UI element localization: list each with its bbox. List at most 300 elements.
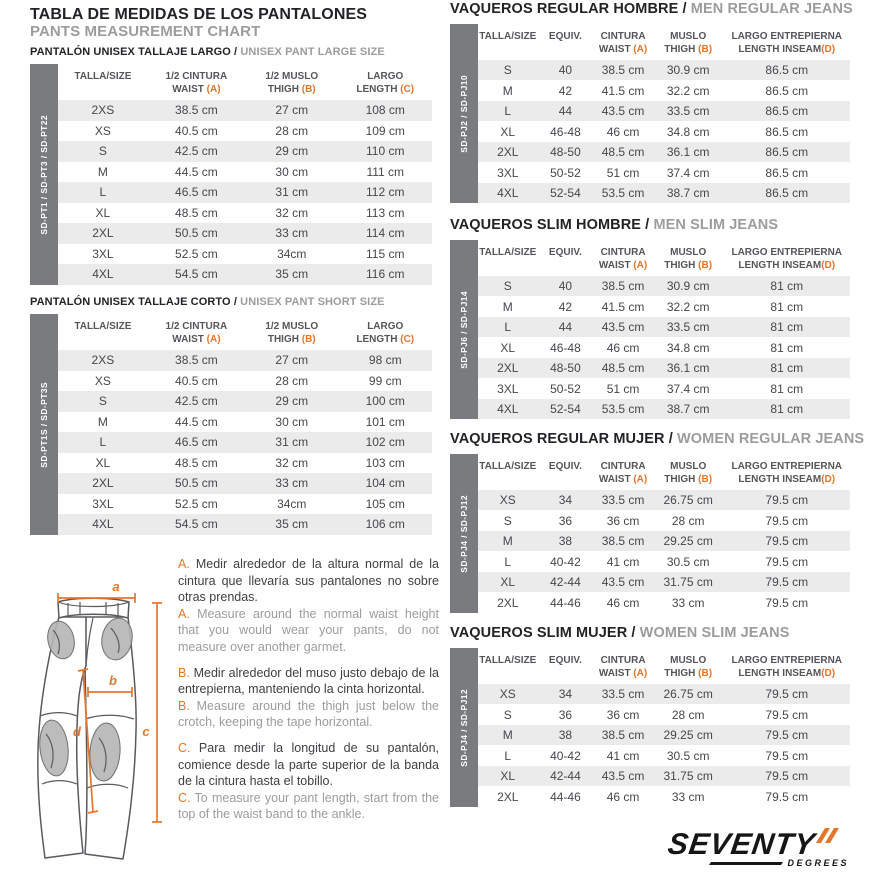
table-cell: 2XS: [91, 103, 115, 118]
table-cell: 36.1 cm: [666, 145, 710, 160]
table-cell: 32 cm: [275, 455, 309, 470]
column-header: 1/2 MUSLO THIGH (B): [265, 321, 319, 346]
table-cell: 4XL: [497, 402, 519, 417]
note-a-en: A. Measure around the normal waist height that you would wear your pants, do not measure over another garmet.: [178, 606, 439, 654]
table-row: [478, 358, 850, 379]
table-row: [478, 317, 850, 338]
table-row: [58, 162, 432, 183]
table-cell: 81 cm: [770, 299, 804, 314]
table-cell: 2XL: [497, 145, 519, 160]
note-a-es: A. Medir alrededor de la altura normal de la cintura que llevaría sus pantalones no sobre otras prendas.: [178, 557, 439, 605]
table-row: [58, 182, 432, 203]
table-side-bar: [450, 648, 478, 807]
table-cell: 29 cm: [275, 394, 309, 409]
table-cell: 46 cm: [606, 789, 640, 804]
note-marker: B.: [178, 698, 197, 713]
table-side-bar: [450, 240, 478, 420]
table-cell: 111 cm: [366, 164, 405, 179]
table-cell: 40.5 cm: [175, 123, 218, 138]
table-cell: 33 cm: [671, 789, 705, 804]
section-heading: VAQUEROS SLIM MUJER / WOMEN SLIM JEANS: [450, 625, 790, 641]
size-table: [478, 24, 850, 204]
table-header-row: [58, 64, 432, 100]
table-cell: 38.5 cm: [175, 103, 218, 118]
table-row: [58, 100, 432, 121]
table-cell: 34: [558, 493, 573, 508]
table-cell: 40.5 cm: [175, 373, 218, 388]
table-cell: 113 cm: [366, 205, 405, 220]
dim-label-d: d: [73, 724, 81, 739]
table-cell: 43.5 cm: [601, 320, 645, 335]
note-marker: B.: [178, 665, 194, 680]
table-cell: 81 cm: [770, 361, 804, 376]
table-cell: 48.5 cm: [175, 455, 218, 470]
table-cell: 41 cm: [606, 554, 640, 569]
table-row: [478, 296, 850, 317]
table-cell: 33 cm: [275, 226, 309, 241]
size-table-women-regular: [450, 454, 850, 613]
table-cell: XL: [500, 340, 516, 355]
table-cell: 30.9 cm: [666, 279, 710, 294]
logo-underline-bar: [709, 862, 783, 865]
section-women-regular-jeans: [450, 431, 865, 613]
table-cell: 38.7 cm: [666, 186, 710, 201]
logo-brand-row: [665, 828, 863, 861]
table-cell: 81 cm: [770, 279, 804, 294]
table-cell: 33.5 cm: [601, 687, 645, 702]
table-cell: 52-54: [550, 186, 581, 201]
table-cell: 32.2 cm: [666, 83, 710, 98]
table-cell: 103 cm: [365, 455, 405, 470]
table-cell: M: [502, 83, 513, 98]
table-row: [58, 350, 432, 371]
table-cell: 3XL: [92, 246, 114, 261]
table-cell: 81 cm: [770, 340, 804, 355]
table-cell: 53.5 cm: [601, 186, 645, 201]
table-cell: 52.5 cm: [175, 246, 218, 261]
column-header: EQUIV.: [548, 460, 582, 472]
table-cell: XL: [95, 205, 111, 220]
table-cell: 34cm: [277, 246, 307, 261]
table-header-row: [58, 314, 432, 350]
section-women-slim-jeans: [450, 626, 850, 807]
table-row: [58, 244, 432, 265]
table-cell: 44.5 cm: [175, 414, 218, 429]
table-cell: 44.5 cm: [175, 164, 218, 179]
section-heading: VAQUEROS REGULAR MUJER / WOMEN REGULAR JEANS: [450, 431, 865, 447]
size-table-men-slim: [450, 240, 850, 420]
table-cell: 79.5 cm: [765, 595, 809, 610]
note-marker: C.: [178, 740, 199, 755]
table-cell: 110 cm: [366, 144, 405, 159]
table-cell: 31 cm: [275, 435, 309, 450]
table-cell: 30 cm: [275, 414, 309, 429]
table-cell: 33.5 cm: [666, 320, 710, 335]
size-table: [478, 454, 850, 613]
section-heading: VAQUEROS REGULAR HOMBRE / MEN REGULAR JEANS: [450, 1, 853, 17]
table-side-bar: [450, 24, 478, 204]
table-row: [478, 490, 850, 511]
table-cell: 115 cm: [366, 246, 405, 261]
table-cell: 86.5 cm: [765, 124, 809, 139]
table-cell: 29 cm: [275, 144, 309, 159]
table-cell: 35 cm: [275, 517, 309, 532]
table-cell: 79.5 cm: [765, 575, 809, 590]
table-cell: 50-52: [550, 165, 581, 180]
table-cell: 43.5 cm: [601, 575, 645, 590]
table-cell: 38.5 cm: [601, 728, 645, 743]
section-unisex-pant-short: [30, 296, 432, 535]
page-title-en: PANTS MEASUREMENT CHART: [30, 22, 261, 40]
table-cell: 48.5 cm: [601, 145, 645, 160]
table-row: [478, 80, 850, 101]
table-cell: 48.5 cm: [175, 205, 218, 220]
table-row: [58, 514, 432, 535]
table-cell: 44-46: [550, 789, 581, 804]
table-cell: 36: [558, 707, 573, 722]
note-marker: C.: [178, 790, 195, 805]
table-cell: 27 cm: [275, 103, 309, 118]
table-cell: 86.5 cm: [765, 186, 809, 201]
table-cell: 40-42: [550, 748, 581, 763]
table-cell: 36.1 cm: [666, 361, 710, 376]
table-cell: 42: [558, 299, 573, 314]
table-cell: 81 cm: [770, 320, 804, 335]
table-cell: 28 cm: [275, 123, 309, 138]
table-cell: 41.5 cm: [601, 299, 645, 314]
table-cell: 40: [558, 279, 573, 294]
column-header: 1/2 CINTURA WAIST (A): [165, 321, 228, 346]
table-cell: 32 cm: [275, 205, 309, 220]
table-cell: 42-44: [550, 769, 581, 784]
table-row: [58, 473, 432, 494]
column-header: LARGO ENTREPIERNA LENGTH INSEAM(D): [731, 460, 843, 485]
table-cell: 81 cm: [770, 402, 804, 417]
note-c-en: C. To measure your pant length, start from the top of the waist band to the ankle.: [178, 790, 439, 822]
column-header: LARGO LENGTH (C): [356, 71, 415, 96]
table-cell: 79.5 cm: [765, 789, 809, 804]
table-side-label: SD-PJ4 / SD-PJ12: [459, 688, 469, 767]
table-row: [478, 684, 850, 705]
column-header: CINTURA WAIST (A): [598, 30, 648, 55]
table-row: [478, 399, 850, 420]
section-unisex-pant-large: [30, 46, 432, 285]
table-cell: 29.25 cm: [663, 534, 713, 549]
pants-diagram-drawing: [15, 556, 180, 868]
size-table: [58, 314, 432, 535]
table-cell: 37.4 cm: [666, 165, 710, 180]
table-cell: 38.5 cm: [601, 534, 645, 549]
table-row: [478, 183, 850, 204]
size-table-women-slim: [450, 648, 850, 807]
table-cell: 52-54: [550, 402, 581, 417]
table-cell: L: [99, 435, 107, 450]
table-cell: 79.5 cm: [765, 493, 809, 508]
table-cell: 116 cm: [366, 267, 405, 282]
dim-label-a: a: [112, 579, 120, 594]
note-marker: A.: [178, 606, 198, 621]
table-cell: L: [99, 185, 107, 200]
table-row: [58, 121, 432, 142]
table-cell: M: [97, 414, 108, 429]
table-cell: 48-50: [550, 145, 581, 160]
column-header: TALLA/SIZE: [479, 30, 537, 42]
table-row: [478, 337, 850, 358]
column-header: TALLA/SIZE: [479, 654, 537, 666]
table-cell: 38.5 cm: [601, 63, 645, 78]
logo-seventy-mark-icon: [816, 828, 840, 843]
table-cell: 4XL: [92, 517, 114, 532]
table-header-row: [478, 648, 850, 684]
table-cell: 86.5 cm: [765, 165, 809, 180]
column-header: 1/2 MUSLO THIGH (B): [265, 71, 319, 96]
table-cell: 2XL: [92, 226, 114, 241]
table-cell: M: [502, 299, 513, 314]
table-cell: 102 cm: [365, 435, 405, 450]
table-cell: 41 cm: [606, 748, 640, 763]
table-cell: 106 cm: [365, 517, 405, 532]
table-cell: 86.5 cm: [765, 145, 809, 160]
table-cell: 34.8 cm: [666, 124, 710, 139]
table-cell: L: [504, 320, 512, 335]
table-cell: 2XL: [92, 476, 114, 491]
table-cell: 34.8 cm: [666, 340, 710, 355]
table-side-bar: [30, 314, 58, 535]
table-cell: M: [502, 728, 513, 743]
table-cell: L: [504, 554, 512, 569]
table-cell: 28 cm: [275, 373, 309, 388]
table-cell: 53.5 cm: [601, 402, 645, 417]
table-cell: 26.75 cm: [663, 687, 713, 702]
column-header: TALLA/SIZE: [74, 321, 132, 333]
table-cell: 3XL: [497, 381, 519, 396]
table-cell: 105 cm: [365, 496, 405, 511]
table-cell: 38.7 cm: [666, 402, 710, 417]
table-row: [58, 412, 432, 433]
table-cell: 36: [558, 513, 573, 528]
table-row: [478, 510, 850, 531]
table-cell: S: [503, 279, 512, 294]
table-row: [478, 162, 850, 183]
table-cell: S: [503, 513, 512, 528]
page-title-es: TABLA DE MEDIDAS DE LOS PANTALONES: [30, 6, 368, 23]
table-cell: 43.5 cm: [601, 769, 645, 784]
table-cell: 51 cm: [606, 381, 640, 396]
table-cell: 46.5 cm: [175, 185, 218, 200]
table-header-row: [478, 240, 850, 276]
seventy-degrees-logo: [665, 828, 863, 872]
table-row: [478, 551, 850, 572]
table-cell: XS: [94, 123, 111, 138]
table-row: [58, 494, 432, 515]
column-header: LARGO ENTREPIERNA LENGTH INSEAM(D): [731, 654, 843, 679]
table-cell: M: [502, 534, 513, 549]
table-cell: L: [504, 748, 512, 763]
table-cell: 2XL: [497, 361, 519, 376]
table-header-row: [478, 454, 850, 490]
table-cell: 30 cm: [275, 164, 309, 179]
table-cell: 4XL: [497, 186, 519, 201]
table-cell: 101 cm: [365, 414, 405, 429]
table-cell: 38: [558, 728, 573, 743]
table-cell: 27 cm: [275, 353, 309, 368]
table-row: [58, 203, 432, 224]
table-cell: 51 cm: [606, 165, 640, 180]
table-cell: S: [503, 707, 512, 722]
table-cell: 44: [558, 320, 573, 335]
table-cell: XS: [499, 493, 516, 508]
note-b-en: B. Measure around the thigh just below the crotch, keeping the tape horizontal.: [178, 698, 439, 730]
column-header: MUSLO THIGH (B): [664, 246, 713, 271]
table-cell: 42.5 cm: [175, 394, 218, 409]
table-row: [58, 391, 432, 412]
table-cell: 100 cm: [365, 394, 405, 409]
logo-sub-text: DEGREES: [787, 858, 849, 868]
table-cell: 81 cm: [770, 381, 804, 396]
table-row: [58, 141, 432, 162]
table-row: [58, 453, 432, 474]
table-cell: 48-50: [550, 361, 581, 376]
table-cell: M: [97, 164, 108, 179]
table-row: [58, 371, 432, 392]
column-header: EQUIV.: [548, 30, 582, 42]
table-row: [58, 432, 432, 453]
table-cell: 30.5 cm: [666, 554, 710, 569]
table-side-label: SD-PT1 / SD-PT3 / SD-PT22: [39, 114, 49, 235]
table-row: [478, 745, 850, 766]
table-cell: 33 cm: [671, 595, 705, 610]
table-cell: 48.5 cm: [601, 361, 645, 376]
table-cell: 79.5 cm: [765, 707, 809, 722]
column-header: TALLA/SIZE: [74, 71, 132, 83]
table-side-label: SD-PJ6 / SD-PJ14: [459, 290, 469, 369]
table-cell: 79.5 cm: [765, 769, 809, 784]
measure-notes: [178, 556, 439, 832]
table-row: [58, 264, 432, 285]
table-cell: 40: [558, 63, 573, 78]
table-cell: 44-46: [550, 595, 581, 610]
table-cell: 33 cm: [275, 476, 309, 491]
note-c-es: C. Para medir la longitud de su pantalón, comience desde la parte superior de la banda de la cintura hasta el tobillo.: [178, 740, 439, 789]
table-side-label: SD-PJ2 / SD-PJ10: [459, 74, 469, 153]
section-heading: PANTALÓN UNISEX TALLAJE CORTO / UNISEX PANT SHORT SIZE: [30, 296, 385, 308]
table-cell: S: [98, 144, 107, 159]
table-cell: 40-42: [550, 554, 581, 569]
table-cell: 98 cm: [368, 353, 402, 368]
size-table-unisex-large: [30, 64, 432, 285]
table-cell: 42.5 cm: [175, 144, 218, 159]
table-cell: 42: [558, 83, 573, 98]
table-cell: 46-48: [550, 340, 581, 355]
column-header: EQUIV.: [548, 246, 582, 258]
table-side-label: SD-PT1S / SD-PT3S: [39, 381, 49, 468]
table-cell: 29.25 cm: [663, 728, 713, 743]
table-row: [478, 101, 850, 122]
table-cell: 36 cm: [606, 513, 640, 528]
column-header: 1/2 CINTURA WAIST (A): [165, 71, 228, 96]
table-cell: 50.5 cm: [175, 476, 218, 491]
table-cell: 43.5 cm: [601, 104, 645, 119]
table-cell: 30.9 cm: [666, 63, 710, 78]
column-header: TALLA/SIZE: [479, 246, 537, 258]
table-cell: 30.5 cm: [666, 748, 710, 763]
table-cell: S: [98, 394, 107, 409]
table-row: [478, 592, 850, 613]
pants-measure-diagram: [15, 556, 180, 868]
table-cell: 26.75 cm: [663, 493, 713, 508]
column-header: LARGO ENTREPIERNA LENGTH INSEAM(D): [731, 246, 843, 271]
column-header: MUSLO THIGH (B): [664, 654, 713, 679]
dim-label-b: b: [109, 673, 117, 688]
table-cell: 3XL: [92, 496, 114, 511]
table-cell: 2XS: [91, 353, 115, 368]
table-cell: 34: [558, 687, 573, 702]
table-cell: 79.5 cm: [765, 534, 809, 549]
note-b-es: B. Medir alrededor del muso justo debajo de la entrepierna, manteniendo la cinta horizontal.: [178, 665, 439, 697]
table-cell: 86.5 cm: [765, 63, 809, 78]
section-heading: PANTALÓN UNISEX TALLAJE LARGO / UNISEX PANT LARGE SIZE: [30, 46, 385, 58]
table-cell: XS: [499, 687, 516, 702]
table-cell: 28 cm: [671, 513, 705, 528]
table-side-bar: [450, 454, 478, 613]
dim-label-c: c: [142, 724, 150, 739]
table-row: [478, 60, 850, 81]
table-cell: 99 cm: [368, 373, 402, 388]
table-cell: 31.75 cm: [663, 769, 713, 784]
table-cell: 38.5 cm: [175, 353, 218, 368]
table-cell: 79.5 cm: [765, 687, 809, 702]
table-cell: 46 cm: [606, 595, 640, 610]
table-cell: 54.5 cm: [175, 517, 218, 532]
table-cell: XL: [500, 575, 516, 590]
table-cell: 79.5 cm: [765, 728, 809, 743]
table-cell: 86.5 cm: [765, 104, 809, 119]
table-cell: 31.75 cm: [663, 575, 713, 590]
column-header: CINTURA WAIST (A): [598, 246, 648, 271]
table-row: [58, 223, 432, 244]
note-marker: A.: [178, 557, 196, 571]
table-cell: 35 cm: [275, 267, 309, 282]
size-table: [478, 240, 850, 420]
table-cell: XL: [95, 455, 111, 470]
table-cell: 79.5 cm: [765, 513, 809, 528]
column-header: MUSLO THIGH (B): [664, 30, 713, 55]
table-cell: 46.5 cm: [175, 435, 218, 450]
table-side-bar: [30, 64, 58, 285]
table-row: [478, 121, 850, 142]
table-cell: 32.2 cm: [666, 299, 710, 314]
table-cell: S: [503, 63, 512, 78]
table-side-label: SD-PJ4 / SD-PJ12: [459, 494, 469, 573]
table-cell: 38: [558, 534, 573, 549]
column-header: LARGO LENGTH (C): [356, 321, 415, 346]
table-row: [478, 276, 850, 297]
table-cell: 42-44: [550, 575, 581, 590]
table-row: [478, 704, 850, 725]
table-row: [478, 786, 850, 807]
table-cell: 28 cm: [671, 707, 705, 722]
table-row: [478, 531, 850, 552]
section-men-slim-jeans: [450, 218, 850, 419]
table-cell: 33.5 cm: [601, 493, 645, 508]
table-cell: 33.5 cm: [666, 104, 710, 119]
page-title: [30, 6, 367, 40]
column-header: MUSLO THIGH (B): [664, 460, 713, 485]
table-cell: XL: [500, 124, 516, 139]
table-cell: 31 cm: [275, 185, 309, 200]
table-cell: 109 cm: [365, 123, 405, 138]
section-men-regular-jeans: [450, 1, 853, 203]
